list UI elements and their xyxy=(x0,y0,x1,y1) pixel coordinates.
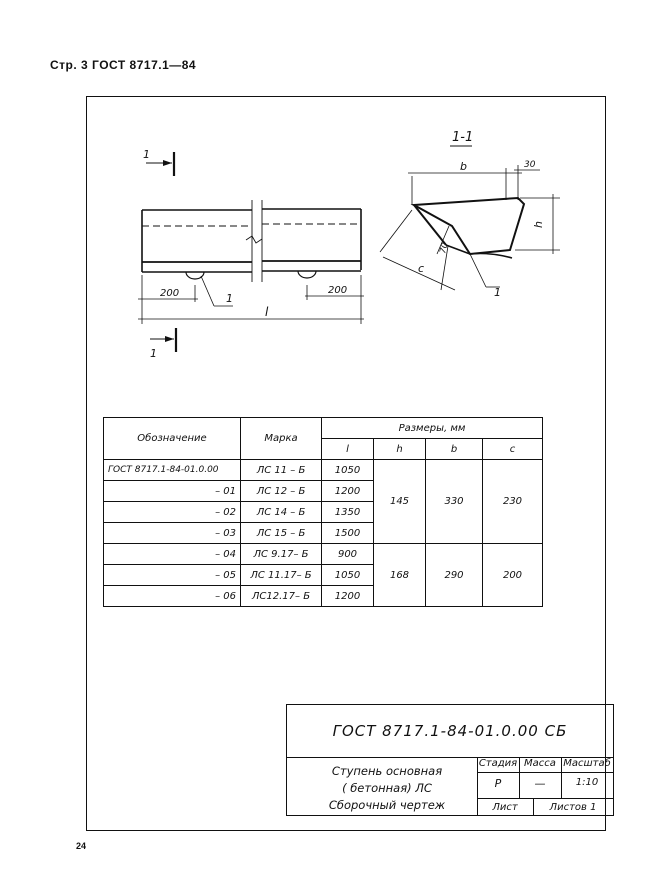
table-row xyxy=(104,460,543,481)
row-designation: – 04 xyxy=(104,544,241,565)
row-l: 1350 xyxy=(322,502,374,523)
spec-table xyxy=(103,417,543,607)
col-header-sizes: Размеры, мм xyxy=(322,418,543,439)
row-l: 1200 xyxy=(322,586,374,607)
title-block-rule xyxy=(477,798,613,799)
row-l: 1200 xyxy=(322,481,374,502)
mass-label: Масса xyxy=(524,758,556,769)
mass-value: — xyxy=(534,777,546,790)
row-mark: ЛС 12 – Б xyxy=(241,481,322,502)
document-code: ГОСТ 8717.1-84-01.0.00 СБ xyxy=(287,705,613,758)
row-designation: – 01 xyxy=(104,481,241,502)
title-block-rule xyxy=(477,772,613,773)
row-designation: – 03 xyxy=(104,523,241,544)
group2-h: 168 xyxy=(374,544,426,607)
dim-l: l xyxy=(265,305,269,319)
row-mark: ЛС 11 – Б xyxy=(241,460,322,481)
page-header: Стр. 3 ГОСТ 8717.1—84 xyxy=(50,58,197,72)
name-line-3: Сборочный чертеж xyxy=(328,798,446,812)
section-label: 1-1 xyxy=(452,130,474,145)
cut-label-bottom: 1 xyxy=(150,347,157,360)
row-l: 1050 xyxy=(322,565,374,586)
row-l: 1500 xyxy=(322,523,374,544)
dim-b: b xyxy=(460,160,467,173)
col-header-designation: Обозначение xyxy=(104,418,241,460)
row-designation: – 06 xyxy=(104,586,241,607)
sheets-label: Листов 1 xyxy=(549,802,597,813)
document-name xyxy=(297,763,477,814)
table-row xyxy=(104,544,543,565)
name-line-1: Ступень основная xyxy=(331,764,443,778)
row-designation: – 05 xyxy=(104,565,241,586)
group1-h: 145 xyxy=(374,460,426,544)
stage-label: Стадия xyxy=(478,758,518,769)
name-line-2: ( бетонная) ЛС xyxy=(342,781,432,795)
sheet-label: Лист xyxy=(492,802,518,813)
row-mark: ЛС 15 – Б xyxy=(241,523,322,544)
sub-header-b: b xyxy=(426,439,483,460)
row-l: 900 xyxy=(322,544,374,565)
group1-c: 230 xyxy=(483,460,543,544)
dim-h: h xyxy=(532,221,545,228)
callout-1-section: 1 xyxy=(494,286,501,299)
stage-value: Р xyxy=(494,777,502,790)
row-designation: ГОСТ 8717.1-84-01.0.00 xyxy=(104,460,241,481)
sub-header-l: l xyxy=(322,439,374,460)
row-designation: – 02 xyxy=(104,502,241,523)
group1-b: 330 xyxy=(426,460,483,544)
row-l: 1050 xyxy=(322,460,374,481)
sub-header-c: c xyxy=(483,439,543,460)
scale-value: 1:10 xyxy=(575,777,599,788)
dim-200-right: 200 xyxy=(328,285,348,296)
cut-label-top: 1 xyxy=(143,148,150,161)
dim-70: 70 xyxy=(438,241,451,255)
group2-b: 290 xyxy=(426,544,483,607)
title-block xyxy=(286,704,614,816)
callout-1: 1 xyxy=(226,292,233,305)
row-mark: ЛС 11.17– Б xyxy=(241,565,322,586)
row-mark: ЛС12.17– Б xyxy=(241,586,322,607)
dim-c: c xyxy=(418,262,425,275)
page-number: 24 xyxy=(76,841,87,851)
dim-200-left: 200 xyxy=(160,288,180,299)
scale-label: Масштаб xyxy=(563,758,611,769)
row-mark: ЛС 9.17– Б xyxy=(241,544,322,565)
col-header-mark: Марка xyxy=(241,418,322,460)
group2-c: 200 xyxy=(483,544,543,607)
row-mark: ЛС 14 – Б xyxy=(241,502,322,523)
sub-header-h: h xyxy=(374,439,426,460)
dim-30: 30 xyxy=(524,160,536,170)
